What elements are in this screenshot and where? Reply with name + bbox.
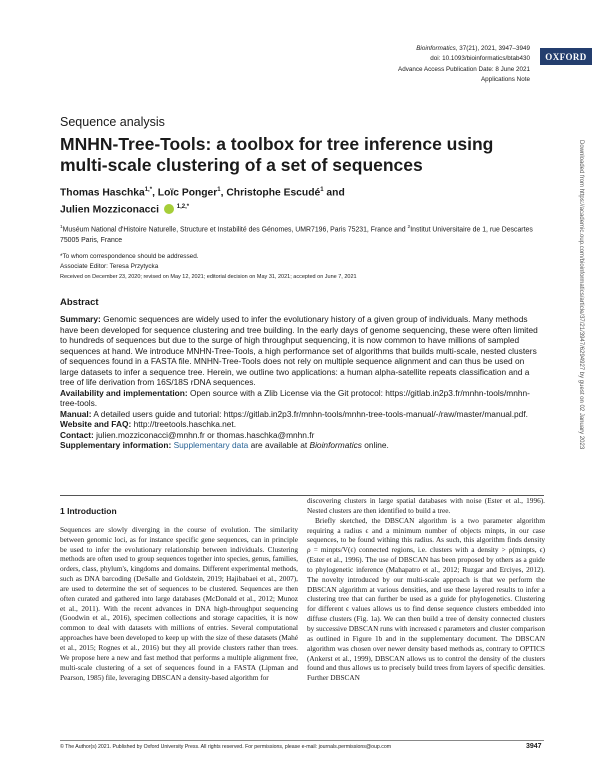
web-label: Website and FAQ: — [60, 419, 132, 429]
correspondence — [60, 252, 357, 282]
intro-paragraph-1: Sequences are slowly diverging in the course of evolution. The similarity between genomic loci, as for instance specific gene sequences, can in principle be used to infer the evolutionary relationship between individuals. Clustering methods are often used to group sequences together into species, genus, families, orders, class, phylum's, kingdoms and domains. Different experimental methods, such as DNA barcoding (DeSalle and Goldstein, 2019; Hajibabaei et al., 2007), are used to determine the set of sequences to be clustered. Sequences are then often curated and gathered into large databases (McDonald et al., 2012; Munoz et al., 2011). With the recent advances in DNA high-throughput sequencing (Goodwin et al., 2016), specimen collections and storage capacities, it is now common to deal with datasets with millions of entries. Several computational approaches have been developed to keep up with the size of these datasets (Mahé et al., 2015; Rognes et al., 2016) but they all provide clusters rather than trees. We propose here a new and fast method that performs a multiple alignment free, multi-scale clustering of a set of sequences found in a FASTA (Lipman and Pearson, 1985) file, leveraging DBSCAN a density-based algorithm for — [60, 524, 298, 682]
footer-divider — [60, 740, 544, 741]
supp-link[interactable]: Supplementary data — [173, 440, 249, 450]
page-number: 3947 — [526, 743, 542, 750]
section-label: Sequence analysis — [60, 115, 165, 129]
author-list: Thomas Haschka$^{1,*}$, Loïc Ponger$^1$, Christophe Escudé$^1$ and Julien Mozziconacci $^{1,2,*}$ — [60, 187, 345, 216]
affiliations — [60, 222, 542, 246]
supp-end: online. — [361, 440, 389, 450]
author-and: and — [323, 187, 345, 199]
dates: Received on December 23, 2020; revised on May 12, 2021; editorial decision on May 31, 2021; accepted on June 7, 2021 — [60, 274, 357, 280]
assoc-editor: Associate Editor: Teresa Przytycka — [60, 263, 159, 270]
manual-text[interactable]: A detailed users guide and tutorial: https://gitlab.in2p3.fr/mnhn-tools/mnhn-tree-tools-manual/-/raw/master/manual.pdf. — [91, 408, 528, 419]
affil-1: Muséum National d'Histoire Naturelle, Structure et Instabilité des Génomes, UMR7196, Paris 75231, France and — [62, 226, 408, 234]
citation: , 37(21), 2021, 3947–3949 — [455, 45, 530, 52]
contact-text[interactable]: julien.mozziconacci@mnhn.fr or thomas.haschka@mnhn.fr — [93, 429, 315, 440]
copyright: © The Author(s) 2021. Published by Oxford University Press. All rights reserved. For permissions, please e-mail: journals.permissions@oup.com — [60, 744, 392, 750]
orcid-icon[interactable] — [164, 204, 174, 214]
affil-sup-2: 2 — [407, 225, 411, 230]
avail-text[interactable]: Open source with a Zlib License via the Git protocol: https://gitlab.in2p3.fr/mnhn-tools/mnhn-tree-tools. — [60, 387, 530, 408]
author-3[interactable]: Christophe Escudé — [226, 187, 321, 199]
affil-sup-1: 1 — [60, 225, 63, 230]
supp-label: Supplementary information: — [60, 440, 172, 450]
summary-label: Summary: — [60, 314, 101, 324]
affil-2: Institut Universitaire de 1, rue Descartes 75005 Paris, France — [60, 226, 533, 245]
intro-paragraph-1-cont: discovering clusters in large spatial databases with noise (Ester et al., 1996). Nested clusters are then identified to build a tree. — [307, 496, 545, 515]
oxford-logo[interactable]: OXFORD — [540, 48, 592, 65]
right-column — [307, 496, 545, 683]
author-4-sup: 1,2, — [176, 204, 187, 211]
left-column — [60, 507, 298, 682]
article-type: Applications Note — [480, 76, 530, 84]
journal-name: Bioinformatics — [416, 45, 456, 52]
paper-title: MNHN-Tree-Tools: a toolbox for tree inference using multi-scale clustering of a set of sequences — [60, 134, 494, 175]
supp-mid: are available at — [248, 440, 310, 450]
journal-header — [398, 44, 530, 86]
doi[interactable]: doi: 10.1093/bioinformatics/btab430 — [430, 55, 530, 63]
access-date: Advance Access Publication Date: 8 June 2021 — [398, 65, 530, 73]
author-4[interactable]: Julien Mozziconacci — [60, 204, 159, 216]
author-2[interactable]: Loïc Ponger — [157, 187, 218, 199]
corr-note: *To whom correspondence should be addressed. — [60, 253, 199, 260]
manual-label: Manual: — [60, 408, 92, 419]
abstract-heading: Abstract — [60, 297, 99, 308]
contact-label: Contact: — [60, 429, 94, 440]
intro-heading: 1 Introduction — [60, 506, 117, 516]
author-1[interactable]: Thomas Haschka — [60, 187, 145, 199]
supp-journal: Bioinformatics — [309, 440, 362, 450]
author-2-sup: 1 — [217, 187, 221, 193]
web-text[interactable]: http://treetools.haschka.net. — [131, 419, 237, 429]
download-note-text[interactable]: Downloaded from https://academic.oup.com/bioinformatics/article/37/21/3947/6294927 by guest on 02 January 2023 — [578, 140, 584, 450]
author-3-sup: 1 — [320, 187, 324, 193]
author-1-sup: 1, — [144, 187, 150, 193]
intro-paragraph-2: Briefly sketched, the DBSCAN algorithm is a two parameter algorithm requiring a radius ϵ and a minimum number of objects minpts, in our case sequences, to be found withing this radius. As such, this algorithm finds density ρ = minpts/V(ϵ) connected regions, i.e. clusters with a density > ρ(minpts, ϵ) (Ester et al., 1996). The use of DBSCAN has been proposed by others as a guide to phylogenetic inference (Mahapatro et al., 2012; Ruzgar and Erciyes, 2012). The novelty introduced by our multi-scale approach is that we perform the DBSCAN algorithm at various densities, and use these layered results to infer a clustering tree that can further be used as a guide for phylogenetics. Clustering for different ϵ values allows us to find dense sequence clusters embedded into diffuse clusters (Fig. 1a). We can then build a tree of density connected clusters by successive DBSCAN runs with increased ϵ parameters and cluster comparison as outlined in Figure 1b and in the supplementary document. The DBSCAN algorithm was chosen over newer density based methods as, contrary to OPTICS (Ankerst et al., 1999), DBSCAN allows us to control the density of the clusters found and thus allows us to precisely build trees from layers of specific densities. Further DBSCAN — [307, 515, 546, 683]
summary-text: Genomic sequences are widely used to infer the evolutionary history of a given group of individuals. Many methods have been developed for sequence clustering and tree building. In the early days of genome sequencing, these were often limited to hundreds of sequences but due to the surge of high throughput sequencing, it is now common to have millions of sampled sequences at hand. We introduce MNHN-Tree-Tools, a high performance set of algorithms that builds multi-scale, nested clusters of sequences found in a FASTA file. MNHN-Tree-Tools does not rely on multiple sequence alignment and can thus be used on large datasets to infer a sequence tree. Herein, we outline two applications: a human alpha-satellite repeats classification and a tree of life derivation from 16S/18S rDNA sequences. — [60, 314, 538, 387]
abstract-body — [60, 314, 544, 451]
download-note — [578, 140, 588, 610]
avail-label: Availability and implementation: — [60, 387, 188, 398]
